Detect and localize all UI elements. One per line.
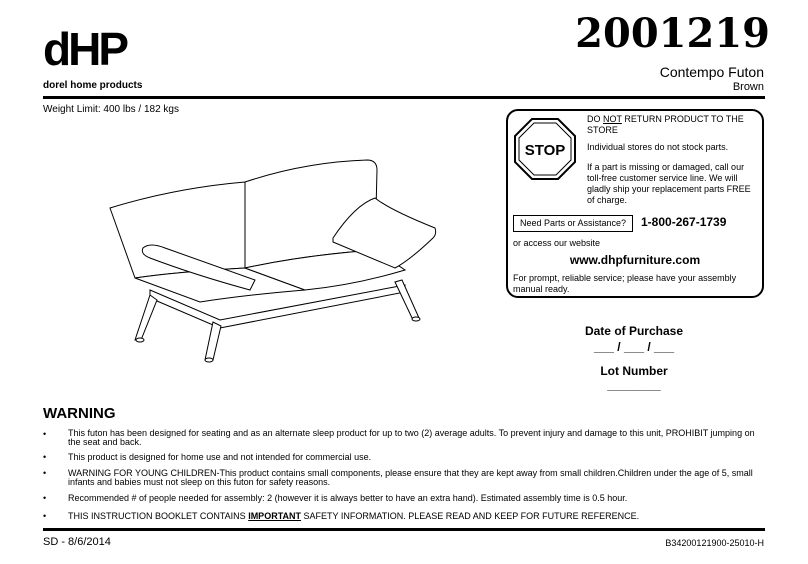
do-not-word: NOT	[603, 114, 622, 124]
website-link[interactable]: www.dhpfurniture.com	[569, 253, 701, 267]
warning-bullet: •	[43, 468, 47, 478]
brand-subtitle: dorel home products	[43, 80, 143, 91]
footer-date: SD - 8/6/2014	[43, 536, 111, 548]
missing-parts-notice: If a part is missing or damaged, call our toll-free customer service line. We will gladly ship your replacement parts FREE of charge.	[587, 162, 751, 205]
product-color: Brown	[732, 81, 764, 93]
stop-sign-label: STOP	[524, 142, 566, 159]
weight-limit: Weight Limit: 400 lbs / 182 kgs	[43, 104, 179, 115]
stores-notice: Individual stores do not stock parts.	[587, 142, 729, 152]
warning-bullet: •	[43, 511, 47, 521]
warning-bullet: •	[43, 452, 47, 462]
warning-item-important	[68, 512, 768, 521]
futon-illustration	[105, 150, 445, 370]
do-not-prefix: DO	[587, 114, 604, 124]
prompt-service-text: For prompt, reliable service; please have your assembly manual ready.	[513, 273, 737, 294]
warning-item: WARNING FOR YOUNG CHILDREN-This product contains small components, please ensure that they are kept away from small children.Children under the age of 5, small infants and babies must not sleep on this futon for safety reasons.	[68, 468, 753, 487]
phone-number[interactable]: 1-800-267-1739	[641, 215, 727, 229]
warning-title: WARNING	[43, 405, 116, 422]
stop-sign-icon	[514, 118, 576, 180]
important-word: IMPORTANT	[248, 511, 302, 521]
do-not-suffix: RETURN PRODUCT TO THE STORE	[587, 114, 744, 135]
warning-bullet: •	[43, 493, 47, 503]
model-number: 2001219	[575, 10, 770, 57]
important-prefix: THIS INSTRUCTION BOOKLET CONTAINS	[68, 511, 249, 521]
need-parts-label: Need Parts or Assistance?	[513, 215, 633, 232]
footer-divider	[43, 528, 765, 531]
do-not-return-notice	[587, 114, 762, 136]
lot-number-blank: ________	[607, 378, 661, 392]
lot-number-label: Lot Number	[600, 364, 668, 378]
date-of-purchase-blank: ___ / ___ / ___	[593, 340, 675, 354]
product-name: Contempo Futon	[659, 64, 764, 80]
warning-item: This futon has been designed for seating and as an alternate sleep product for up to two (2) average adults. To prevent injury and damage to this unit, PROHIBIT jumping on the seat and back.	[68, 428, 755, 447]
header-divider	[43, 96, 765, 99]
warning-bullet: •	[43, 429, 47, 439]
footer-code: B34200121900-25010-H	[665, 538, 764, 548]
important-suffix: SAFETY INFORMATION. PLEASE READ AND KEEP FOR FUTURE REFERENCE.	[301, 511, 640, 521]
date-of-purchase-label: Date of Purchase	[584, 324, 684, 338]
or-website-text: or access our website	[513, 238, 601, 248]
warning-item: Recommended # of people needed for assembly: 2 (however it is always better to have an extra hand). Estimated assembly time is 0.5 hour.	[68, 493, 628, 503]
brand-logo: dHP	[43, 23, 126, 75]
warning-item: This product is designed for home use and not intended for commercial use.	[68, 452, 372, 462]
